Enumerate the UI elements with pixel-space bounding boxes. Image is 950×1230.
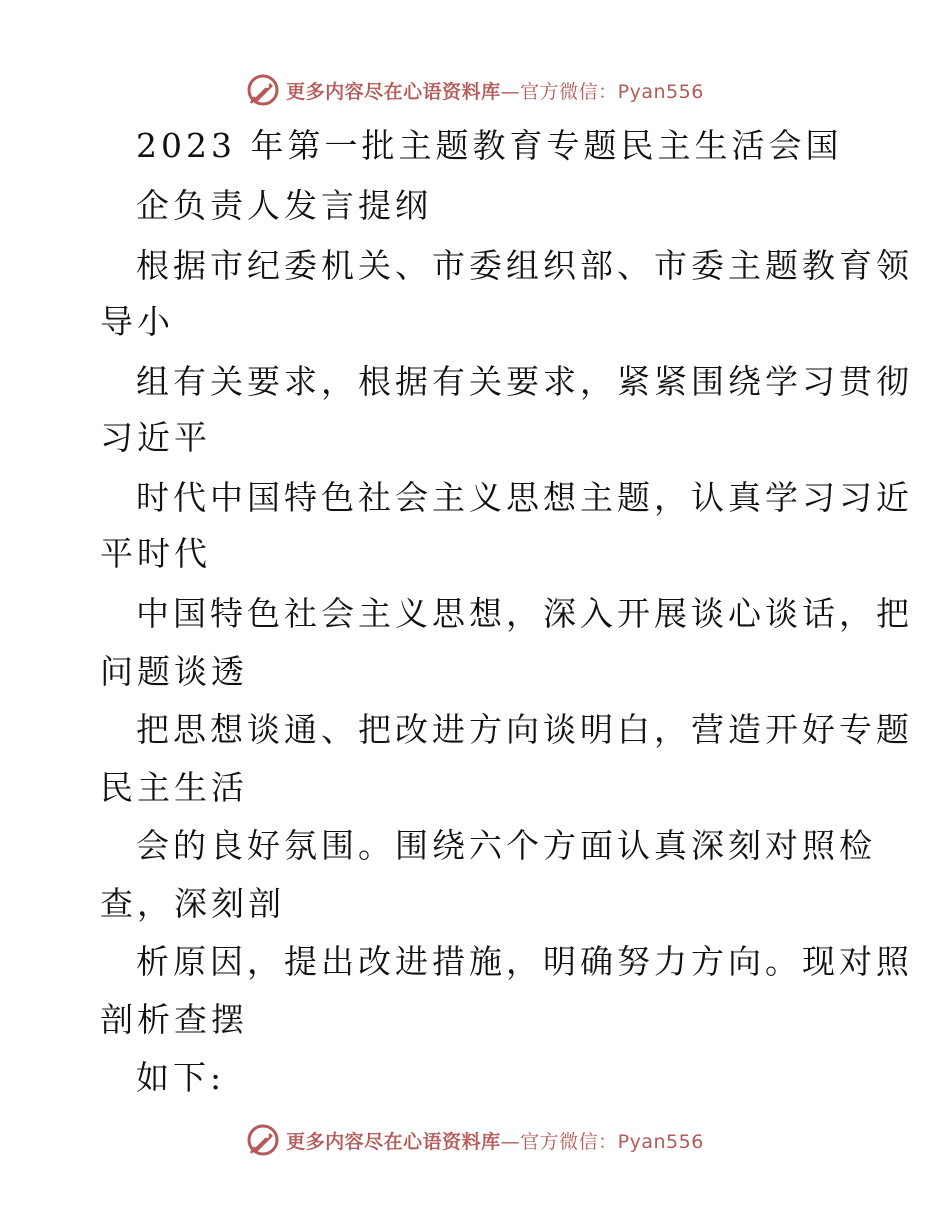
paragraph-line: 平时代	[100, 534, 211, 573]
quill-pen-logo-icon	[246, 73, 280, 107]
watermark-contact: 官方微信：Pyan556	[520, 1130, 704, 1153]
paragraph-line: 中国特色社会主义思想，深入开展谈心谈话，把	[136, 594, 913, 633]
header-watermark	[0, 70, 950, 110]
watermark-text	[286, 77, 704, 104]
paragraph-line: 习近平	[100, 418, 211, 457]
watermark-contact: 官方微信：Pyan556	[520, 80, 704, 103]
paragraph-line: 组有关要求，根据有关要求，紧紧围绕学习贯彻	[136, 362, 913, 401]
watermark-brand: 更多内容尽在心语资料库	[286, 1130, 501, 1153]
title-line-2: 企负责人发言提纲	[136, 186, 432, 225]
paragraph-line: 根据市纪委机关、市委组织部、市委主题教育领	[136, 246, 913, 285]
paragraph-line: 如下:	[136, 1058, 226, 1097]
paragraph-line: 析原因，提出改进措施，明确努力方向。现对照	[136, 942, 913, 981]
watermark-brand: 更多内容尽在心语资料库	[286, 80, 501, 103]
paragraph-line: 会的良好氛围。围绕六个方面认真深刻对照检	[136, 826, 876, 865]
watermark-separator: —	[500, 80, 521, 103]
footer-watermark	[0, 1120, 950, 1160]
title-line-1: 2023 年第一批主题教育专题民主生活会国	[136, 126, 843, 165]
paragraph-line: 查，深刻剖	[100, 884, 285, 923]
paragraph-line: 导小	[100, 302, 174, 341]
paragraph-line: 时代中国特色社会主义思想主题，认真学习习近	[136, 478, 913, 517]
watermark-text	[286, 1127, 704, 1154]
paragraph-line: 问题谈透	[100, 652, 248, 691]
paragraph-line: 剖析查摆	[100, 1000, 248, 1039]
watermark-separator: —	[500, 1130, 521, 1153]
quill-pen-logo-icon	[246, 1123, 280, 1157]
paragraph-line: 把思想谈通、把改进方向谈明白，营造开好专题	[136, 710, 913, 749]
paragraph-line: 民主生活	[100, 768, 248, 807]
